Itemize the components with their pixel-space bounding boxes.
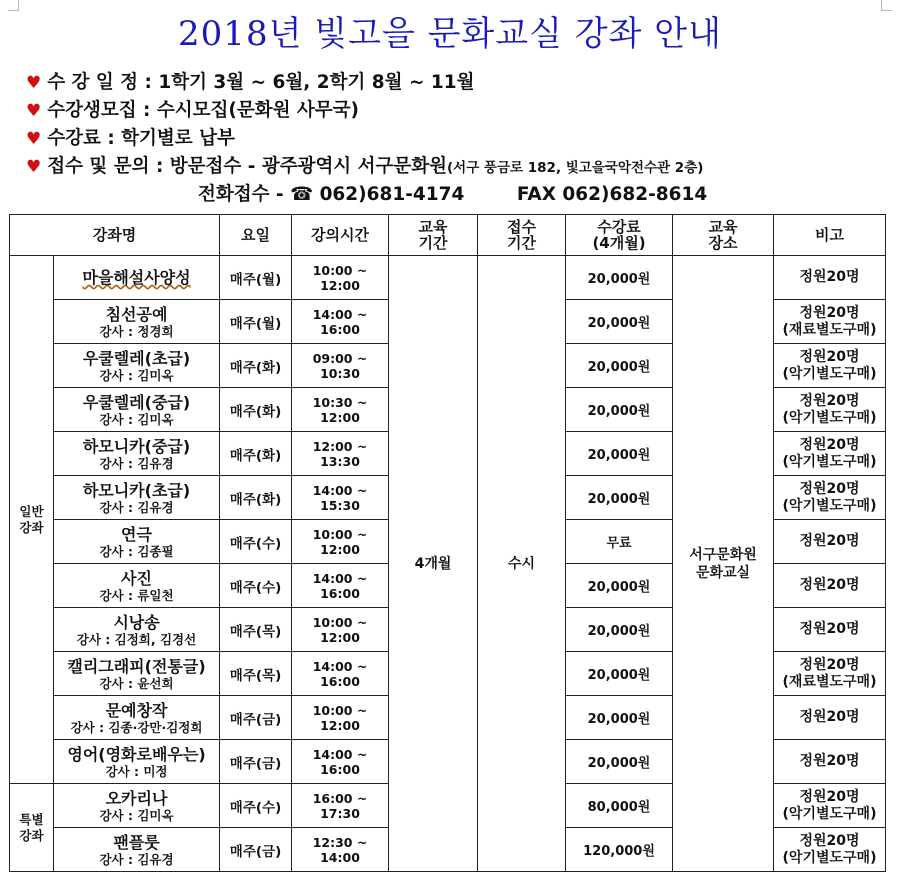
course-time: 16:00 ~ 17:30 — [292, 784, 389, 828]
course-teacher: 강사 : 미정 — [105, 763, 168, 779]
course-time: 10:00 ~ 12:00 — [292, 608, 389, 652]
course-name-cell — [54, 828, 220, 872]
fax-number: FAX 062)682-8614 — [516, 184, 708, 205]
course-note: 정원20명 (재료별도구매) — [774, 300, 886, 344]
course-teacher: 강사 : 김미옥 — [99, 807, 174, 823]
course-time: 10:30 ~ 12:00 — [292, 388, 389, 432]
header-note: 비고 — [774, 215, 886, 256]
course-note: 정원20명 (악기별도구매) — [774, 388, 886, 432]
place-cell: 서구문화원 문화교실 — [673, 256, 774, 872]
info-fee: ♥ 수강료 : 학기별로 납부 — [26, 128, 235, 149]
course-note: 정원20명 — [774, 608, 886, 652]
course-fee: 20,000원 — [566, 696, 673, 740]
header-period: 교육 기간 — [389, 215, 478, 256]
course-name: 영어(영화로배우는) — [67, 744, 206, 764]
course-time: 12:00 ~ 13:30 — [292, 432, 389, 476]
heart-icon: ♥ — [26, 129, 42, 149]
course-name-cell — [54, 300, 220, 344]
course-fee: 20,000원 — [566, 432, 673, 476]
course-name-cell — [54, 564, 220, 608]
page-title: 2018년 빛고을 문화교실 강좌 안내 — [178, 14, 722, 54]
course-teacher: 강사 : 김유경 — [99, 851, 174, 867]
header-name: 강좌명 — [10, 215, 220, 256]
course-name-cell — [54, 388, 220, 432]
course-name: 오카리나 — [105, 788, 168, 808]
course-table — [9, 214, 886, 872]
course-fee: 20,000원 — [566, 740, 673, 784]
heart-icon: ♥ — [26, 73, 42, 93]
course-name-cell — [54, 652, 220, 696]
course-teacher: 강사 : 류일천 — [99, 587, 174, 603]
course-day: 매주(화) — [220, 432, 292, 476]
course-name-cell — [54, 476, 220, 520]
course-teacher: 강사 : 김종·강만·김정희 — [70, 719, 203, 735]
course-fee: 80,000원 — [566, 784, 673, 828]
course-name: 사진 — [121, 568, 152, 588]
course-time: 14:00 ~ 16:00 — [292, 652, 389, 696]
table-row — [10, 256, 886, 300]
course-name: 시낭송 — [113, 612, 160, 632]
course-name-cell — [54, 344, 220, 388]
course-day: 매주(목) — [220, 608, 292, 652]
course-note: 정원20명 — [774, 696, 886, 740]
table-body — [10, 256, 886, 872]
course-note: 정원20명 — [774, 520, 886, 564]
course-day: 매주(화) — [220, 476, 292, 520]
course-note: 정원20명 — [774, 740, 886, 784]
course-day: 매주(금) — [220, 740, 292, 784]
course-teacher: 강사 : 정경희 — [99, 323, 174, 339]
course-note: 정원20명 (악기별도구매) — [774, 432, 886, 476]
category-special: 특별 강좌 — [10, 784, 54, 872]
phone-icon: ☎ — [290, 184, 314, 205]
header-reception: 접수 기간 — [478, 215, 566, 256]
course-teacher: 강사 : 김유경 — [99, 499, 174, 515]
course-day: 매주(수) — [220, 784, 292, 828]
course-teacher: 강사 : 윤선희 — [99, 675, 174, 691]
course-fee: 20,000원 — [566, 388, 673, 432]
course-day: 매주(금) — [220, 696, 292, 740]
heart-icon: ♥ — [26, 101, 42, 121]
course-fee: 20,000원 — [566, 476, 673, 520]
phone-line: 전화접수 - ☎ 062)681-4174 FAX 062)682-8614 — [198, 184, 708, 205]
category-general: 일반 강좌 — [10, 256, 54, 784]
course-day: 매주(금) — [220, 828, 292, 872]
course-name-cell — [54, 740, 220, 784]
course-fee: 20,000원 — [566, 608, 673, 652]
course-teacher: 강사 : 김유경 — [99, 455, 174, 471]
course-note: 정원20명 (악기별도구매) — [774, 784, 886, 828]
course-fee: 20,000원 — [566, 344, 673, 388]
course-name: 팬플룻 — [113, 832, 160, 852]
course-time: 09:00 ~ 10:30 — [292, 344, 389, 388]
header-time: 강의시간 — [292, 215, 389, 256]
course-name: 마을해설사양성 — [82, 268, 191, 287]
reception-cell: 수시 — [478, 256, 566, 872]
course-day: 매주(수) — [220, 564, 292, 608]
course-day: 매주(월) — [220, 256, 292, 300]
course-note: 정원20명 — [774, 564, 886, 608]
course-fee: 120,000원 — [566, 828, 673, 872]
course-teacher: 강사 : 김미옥 — [99, 411, 174, 427]
course-day: 매주(수) — [220, 520, 292, 564]
course-time: 14:00 ~ 16:00 — [292, 740, 389, 784]
info-contact: ♥ 접수 및 문의 : 방문접수 - 광주광역시 서구문화원(서구 풍금로 182, 빛고을국악전수관 2층) — [26, 156, 704, 177]
course-day: 매주(화) — [220, 388, 292, 432]
course-note: 정원20명 (악기별도구매) — [774, 476, 886, 520]
course-fee: 20,000원 — [566, 256, 673, 300]
course-note: 정원20명 — [774, 256, 886, 300]
course-name-cell — [54, 432, 220, 476]
course-note: 정원20명 (악기별도구매) — [774, 344, 886, 388]
course-day: 매주(목) — [220, 652, 292, 696]
course-time: 10:00 ~ 12:00 — [292, 256, 389, 300]
heart-icon: ♥ — [26, 157, 42, 177]
info-recruit: ♥ 수강생모집 : 수시모집(문화원 사무국) — [26, 100, 359, 121]
info-schedule: ♥ 수 강 일 정 : 1학기 3월 ~ 6월, 2학기 8월 ~ 11월 — [26, 72, 475, 93]
course-time: 14:00 ~ 16:00 — [292, 300, 389, 344]
course-name-cell — [54, 608, 220, 652]
course-name-cell — [54, 784, 220, 828]
header-fee: 수강료 (4개월) — [566, 215, 673, 256]
header-day: 요일 — [220, 215, 292, 256]
course-teacher: 강사 : 김정희, 김경선 — [76, 631, 197, 647]
course-note: 정원20명 (재료별도구매) — [774, 652, 886, 696]
course-name: 우쿨렐레(중급) — [82, 392, 191, 412]
course-fee: 20,000원 — [566, 564, 673, 608]
course-fee: 20,000원 — [566, 652, 673, 696]
course-name-cell — [54, 520, 220, 564]
course-day: 매주(화) — [220, 344, 292, 388]
course-name: 하모니카(초급) — [82, 480, 191, 500]
period-cell: 4개월 — [389, 256, 478, 872]
course-day: 매주(월) — [220, 300, 292, 344]
course-time: 10:00 ~ 12:00 — [292, 696, 389, 740]
course-name: 문예창작 — [105, 700, 168, 720]
course-name: 우쿨렐레(초급) — [82, 348, 191, 368]
course-teacher: 강사 : 김미옥 — [99, 367, 174, 383]
course-time: 14:00 ~ 15:30 — [292, 476, 389, 520]
course-time: 10:00 ~ 12:00 — [292, 520, 389, 564]
course-time: 12:30 ~ 14:00 — [292, 828, 389, 872]
course-name-cell — [54, 256, 220, 300]
course-fee: 20,000원 — [566, 300, 673, 344]
course-teacher: 강사 : 김종필 — [99, 543, 174, 559]
course-time: 14:00 ~ 16:00 — [292, 564, 389, 608]
course-fee: 무료 — [566, 520, 673, 564]
table-header-row — [10, 215, 886, 256]
course-name: 캘리그래피(전통글) — [67, 656, 206, 676]
course-name: 연극 — [121, 524, 152, 544]
header-place: 교육 장소 — [673, 215, 774, 256]
course-name: 하모니카(중급) — [82, 436, 191, 456]
course-name-cell — [54, 696, 220, 740]
course-note: 정원20명 (악기별도구매) — [774, 828, 886, 872]
course-name: 침선공예 — [105, 304, 168, 324]
